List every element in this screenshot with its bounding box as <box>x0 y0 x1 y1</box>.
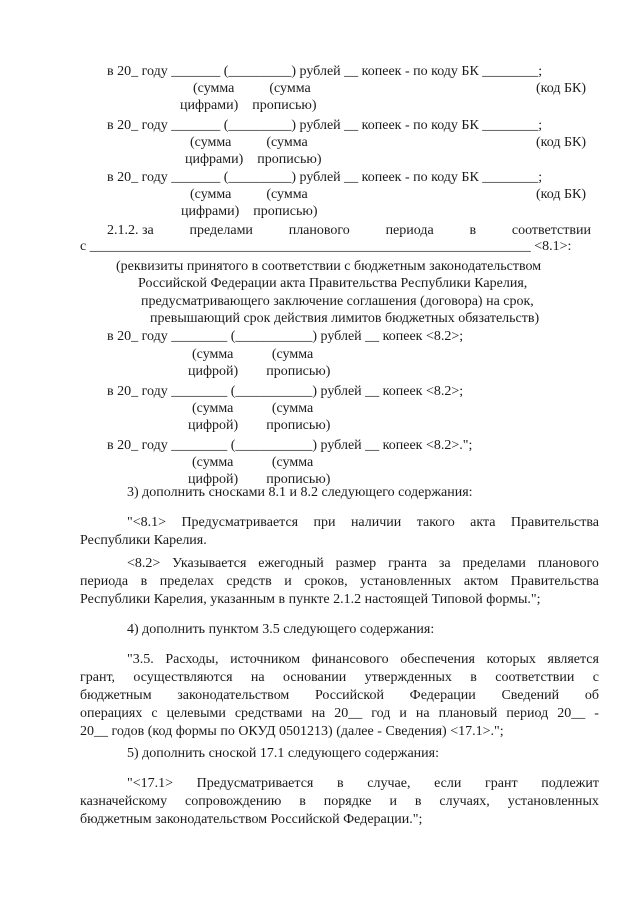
word: Правительства <box>510 515 599 530</box>
clause-3-5-line: 20__ годов (код формы по ОКУД 0501213) (далее - Сведения) <17.1>."; <box>80 724 504 739</box>
clause-3-5-line <box>80 687 599 704</box>
word: "<17.1> <box>127 776 174 791</box>
word: период <box>506 706 549 721</box>
word: подлежит <box>541 776 599 791</box>
item-4-paragraph: 4) дополнить пунктом 3.5 следующего содержания: <box>127 622 435 637</box>
footnote-8-2-line <box>80 573 599 590</box>
word: с <box>151 706 158 721</box>
word: планового <box>537 556 599 571</box>
word: случаях, <box>439 794 490 809</box>
footnote-8-2-line: Республики Карелия, указанным в пункте 2.1.2 настоящей Типовой формы."; <box>80 592 541 607</box>
footnote-label: (сумма (сумма <box>192 401 314 416</box>
word: и <box>389 794 397 809</box>
word: и <box>399 706 407 721</box>
word: размер <box>335 556 377 571</box>
word: год <box>371 706 391 721</box>
word: утвержденных <box>364 670 452 685</box>
footnote-label: цифрами) прописью) <box>180 98 317 113</box>
word: плановый <box>438 706 498 721</box>
word: операциях <box>80 706 143 721</box>
clause-3-5-line <box>127 651 599 668</box>
word: случае, <box>367 776 411 791</box>
word: в <box>414 794 422 809</box>
footnote-8-1-line: Республики Карелия. <box>80 533 207 548</box>
word: Сведений <box>501 688 560 703</box>
word: 2.1.2. за <box>107 223 154 238</box>
word: в <box>337 776 344 791</box>
footnote-8-2-line <box>127 555 599 572</box>
word: - <box>594 706 599 721</box>
word: соответствии <box>511 223 591 238</box>
word: и <box>284 574 292 589</box>
word: "<8.1> <box>127 515 167 530</box>
word: установленных <box>360 574 452 589</box>
word: которых <box>486 652 536 667</box>
word: Расходы, <box>165 652 219 667</box>
requisites-note: (реквизиты принятого в соответствии с бюджетным законодательством <box>116 259 542 274</box>
word: Предусматривается <box>181 515 299 530</box>
footnote-label: (сумма (сумма <box>192 455 314 470</box>
footnote-17-1-line <box>80 793 599 810</box>
word: грант <box>485 776 518 791</box>
word: законодательством <box>177 688 290 703</box>
footnote-label: цифрой) прописью) <box>188 364 331 379</box>
requisites-note: превышающий срок действия лимитов бюджетных обязательств) <box>150 311 540 326</box>
word: ежегодный <box>258 556 324 571</box>
word: пределами <box>189 223 253 238</box>
footnote-label: (сумма (сумма <box>190 187 308 202</box>
word: гранта <box>388 556 428 571</box>
word: в <box>299 794 306 809</box>
word: Правительства <box>510 574 599 589</box>
word: с <box>592 670 599 685</box>
word: порядке <box>323 794 372 809</box>
clause-3-5-line <box>80 705 599 722</box>
word: средств <box>226 574 272 589</box>
word: пределами <box>462 556 526 571</box>
word: периода <box>385 223 434 238</box>
word: соответствии <box>495 670 575 685</box>
word: источником <box>230 652 301 667</box>
word: казначейскому <box>80 794 168 809</box>
word: если <box>434 776 462 791</box>
word: целевыми <box>166 706 226 721</box>
word: Российской <box>314 688 384 703</box>
item-5-paragraph: 5) дополнить сноской 17.1 следующего содержания: <box>127 746 439 761</box>
footnote-label: (сумма (сумма <box>193 81 311 96</box>
year-line: в 20_ году _______ (_________) рублей __ копеек - по коду БК ________; <box>107 170 543 185</box>
word: сопровождению <box>185 794 282 809</box>
word: грант, <box>80 670 116 685</box>
word: акта <box>470 515 496 530</box>
footnote-label: цифрой) прописью) <box>188 472 331 487</box>
word: средствами <box>234 706 303 721</box>
word: 20__ <box>557 706 586 721</box>
footnote-label: (сумма (сумма <box>192 347 314 362</box>
footnote-label: (сумма (сумма <box>190 135 308 150</box>
word: за <box>438 556 451 571</box>
word: Указывается <box>172 556 247 571</box>
word: установленных <box>507 794 599 809</box>
word: <8.2> <box>127 556 161 571</box>
word: сроков, <box>304 574 348 589</box>
footnote-label: цифрой) прописью) <box>188 418 331 433</box>
word: пределах <box>159 574 214 589</box>
requisites-note: Российской Федерации акта Правительства Республики Карелия, <box>138 276 528 291</box>
word: бюджетным <box>80 688 152 703</box>
year-line: в 20_ году _______ (_________) рублей __ копеек - по коду БК ________; <box>107 64 543 79</box>
word: планового <box>288 223 350 238</box>
footnote-label: цифрами) прописью) <box>185 152 322 167</box>
word: в <box>470 670 477 685</box>
word: периода <box>80 574 129 589</box>
word: 20__ <box>334 706 363 721</box>
word: на <box>250 670 265 685</box>
word: такого <box>416 515 455 530</box>
year-line: в 20_ году ________ (___________) рублей __ копеек <8.2>."; <box>107 438 473 453</box>
footnote-label: цифрами) прописью) <box>181 204 318 219</box>
year-line: в 20_ году ________ (___________) рублей __ копеек <8.2>; <box>107 329 464 344</box>
year-line: в 20_ году ________ (___________) рублей __ копеек <8.2>; <box>107 384 464 399</box>
word: финансового <box>311 652 389 667</box>
clause-3-5-line <box>80 669 599 686</box>
kbk-label: (код БК) <box>536 187 587 202</box>
word: Федерации <box>409 688 476 703</box>
word: Предусматривается <box>196 776 314 791</box>
requisites-note: предусматривающего заключение соглашения (договора) на срок, <box>141 294 534 309</box>
word: об <box>584 688 599 703</box>
word: на <box>311 706 326 721</box>
footnote-17-1-line: бюджетным законодательством Российской Федерации."; <box>80 812 423 827</box>
word: является <box>547 652 599 667</box>
year-line: в 20_ году _______ (_________) рублей __ копеек - по коду БК ________; <box>107 118 543 133</box>
section-2-1-2-line <box>107 222 591 239</box>
kbk-label: (код БК) <box>536 81 587 96</box>
word: основании <box>283 670 347 685</box>
word: на <box>415 706 430 721</box>
kbk-label: (код БК) <box>536 135 587 150</box>
word: в <box>469 223 477 238</box>
word: "3.5. <box>127 652 154 667</box>
word: наличии <box>350 515 402 530</box>
section-2-1-2-blank-line: с _______________________________________________________________ <8.1>: <box>80 239 572 254</box>
footnote-17-1-line <box>127 775 599 792</box>
word: при <box>313 515 336 530</box>
item-3-paragraph: 3) дополнить сносками 8.1 и 8.2 следующего содержания: <box>127 485 473 500</box>
word: актом <box>463 574 499 589</box>
footnote-8-1-line <box>127 514 599 531</box>
word: осуществляются <box>133 670 233 685</box>
word: в <box>140 574 148 589</box>
word: обеспечения <box>400 652 475 667</box>
